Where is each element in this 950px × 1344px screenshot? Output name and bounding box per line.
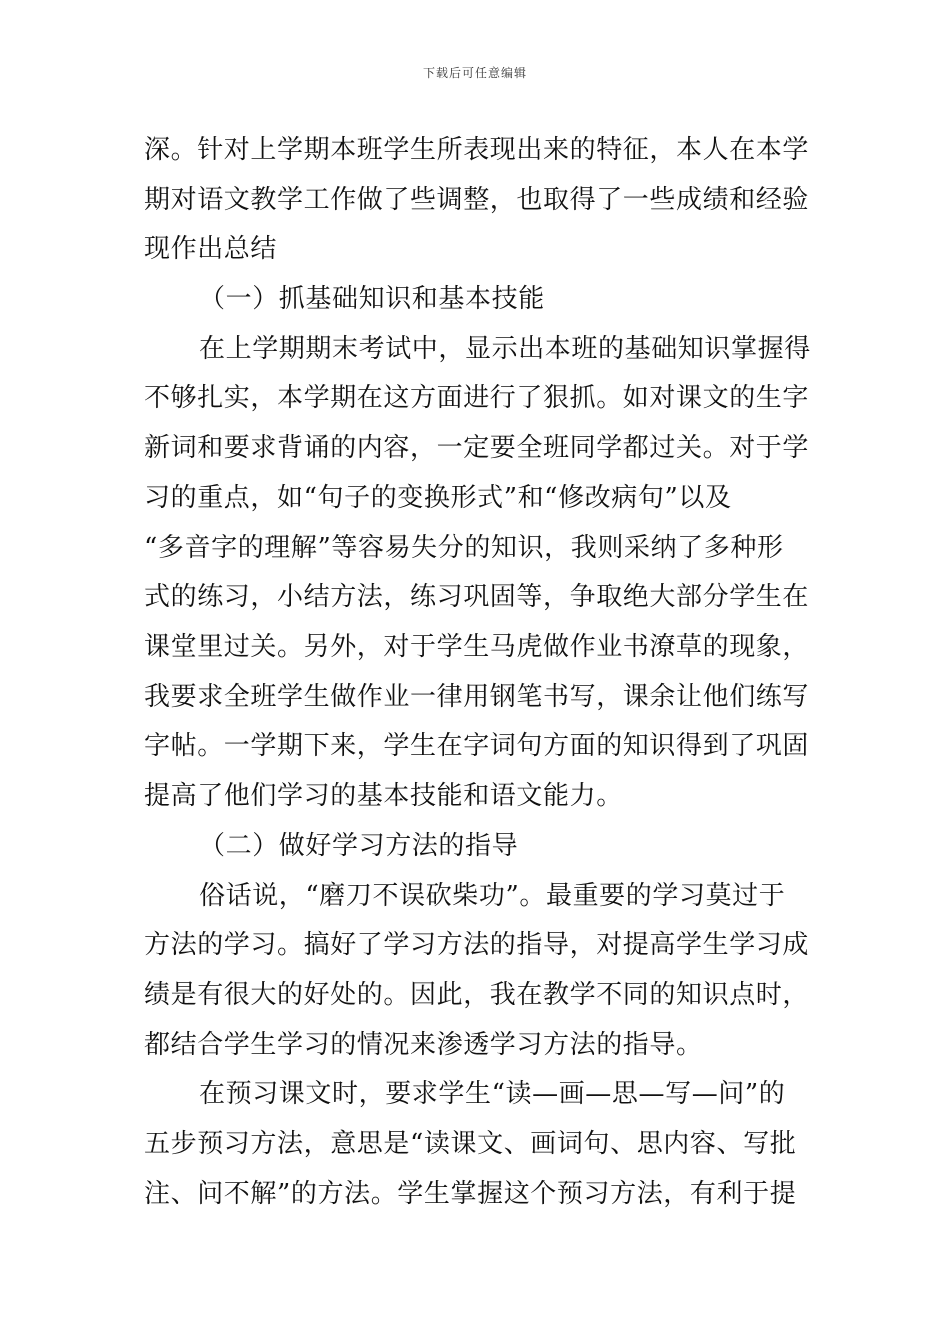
- paragraph-start: 俗话说，“磨刀不误砍柴功”。最重要的学习莫过于: [199, 881, 786, 911]
- text-line: 新词和要求背诵的内容，一定要全班同学都过关。对于学: [144, 433, 810, 463]
- section-heading-2: （二）做好学习方法的指导: [199, 831, 519, 861]
- text-line: 我要求全班学生做作业一律用钢笔书写，课余让他们练写: [144, 682, 810, 712]
- text-line: 课堂里过关。另外，对于学生马虎做作业书潦草的现象，: [144, 632, 810, 662]
- section-heading-1: （一）抓基础知识和基本技能: [199, 284, 545, 314]
- paragraph-start: 在预习课文时，要求学生“读—画—思—写—问”的: [199, 1079, 786, 1109]
- page-header-note: 下载后可任意编辑: [422, 66, 527, 80]
- text-line: 式的练习，小结方法，练习巩固等，争取绝大部分学生在: [144, 582, 810, 612]
- text-line: “多音字的理解”等容易失分的知识，我则采纳了多种形: [144, 533, 784, 563]
- paragraph-start: 在上学期期末考试中，显示出本班的基础知识掌握得: [199, 334, 811, 364]
- text-line: 不够扎实，本学期在这方面进行了狠抓。如对课文的生字: [144, 383, 810, 413]
- text-line: 绩是有很大的好处的。因此，我在教学不同的知识点时，: [144, 980, 810, 1010]
- text-line: 五步预习方法，意思是“读课文、画词句、思内容、写批: [144, 1129, 797, 1159]
- text-line: 现作出总结: [144, 234, 278, 264]
- text-line: 提高了他们学习的基本技能和语文能力。: [144, 781, 623, 811]
- text-line: 都结合学生学习的情况来渗透学习方法的指导。: [144, 1030, 703, 1060]
- text-line: 深。针对上学期本班学生所表现出来的特征，本人在本学: [144, 135, 810, 165]
- text-line: 习的重点，如“句子的变换形式”和“修改病句”以及: [144, 483, 732, 513]
- text-line: 期对语文教学工作做了些调整，也取得了一些成绩和经验: [144, 185, 810, 215]
- text-line: 注、问不解”的方法。学生掌握这个预习方法，有利于提: [144, 1179, 797, 1209]
- text-line: 方法的学习。搞好了学习方法的指导，对提高学生学习成: [144, 930, 810, 960]
- text-line: 字帖。一学期下来，学生在字词句方面的知识得到了巩固: [144, 731, 810, 761]
